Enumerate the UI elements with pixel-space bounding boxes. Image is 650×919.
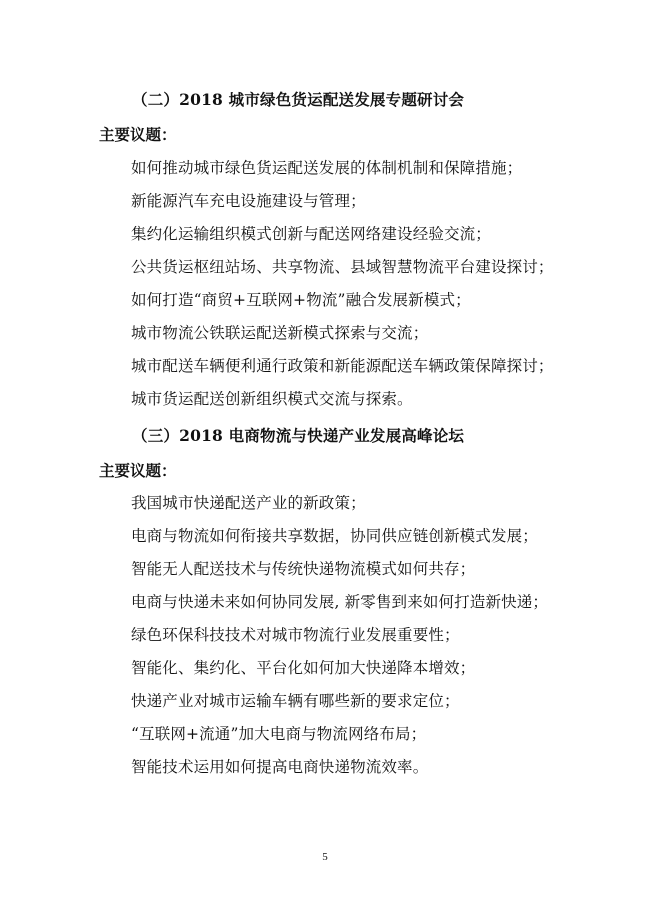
- list-item: 集约化运输组织模式创新与配送网络建设经验交流；: [131, 225, 491, 243]
- list-item: 城市货运配送创新组织模式交流与探索。: [131, 390, 413, 408]
- list-item: 如何打造“商贸+互联网+物流”融合发展新模式；: [131, 291, 471, 309]
- list-item: 绿色环保科技技术对城市物流行业发展重要性；: [131, 626, 460, 644]
- section-3-topics-label: 主要议题：: [99, 461, 177, 480]
- list-item: 城市配送车辆便利通行政策和新能源配送车辆政策保障探讨；: [131, 357, 554, 375]
- list-item: 电商与快递未来如何协同发展, 新零售到来如何打造新快递；: [131, 593, 549, 611]
- list-item: 快递产业对城市运输车辆有哪些新的要求定位；: [131, 692, 460, 710]
- list-item: 智能无人配送技术与传统快递物流模式如何共存；: [131, 560, 476, 578]
- list-item: 电商与物流如何衔接共享数据，协同供应链创新模式发展；: [131, 527, 538, 545]
- list-item: 如何推动城市绿色货运配送发展的体制机制和保障措施；: [131, 159, 523, 177]
- section-2-heading: （二）2018 城市绿色货运配送发展专题研讨会: [132, 90, 465, 109]
- list-item: 我国城市快递配送产业的新政策；: [131, 494, 366, 512]
- page-number: 5: [322, 851, 328, 863]
- list-item: “互联网+流通”加大电商与物流网络布局；: [131, 725, 427, 743]
- list-item: 公共货运枢纽站场、共享物流、县域智慧物流平台建设探讨；: [131, 258, 554, 276]
- list-item: 城市物流公铁联运配送新模式探索与交流；: [131, 324, 429, 342]
- list-item: 智能技术运用如何提高电商快递物流效率。: [131, 758, 429, 776]
- section-3-heading: （三）2018 电商物流与快递产业发展高峰论坛: [132, 426, 465, 445]
- list-item: 智能化、集约化、平台化如何加大快递降本增效；: [131, 659, 476, 677]
- section-2-topics-label: 主要议题：: [99, 125, 177, 144]
- list-item: 新能源汽车充电设施建设与管理；: [131, 192, 366, 210]
